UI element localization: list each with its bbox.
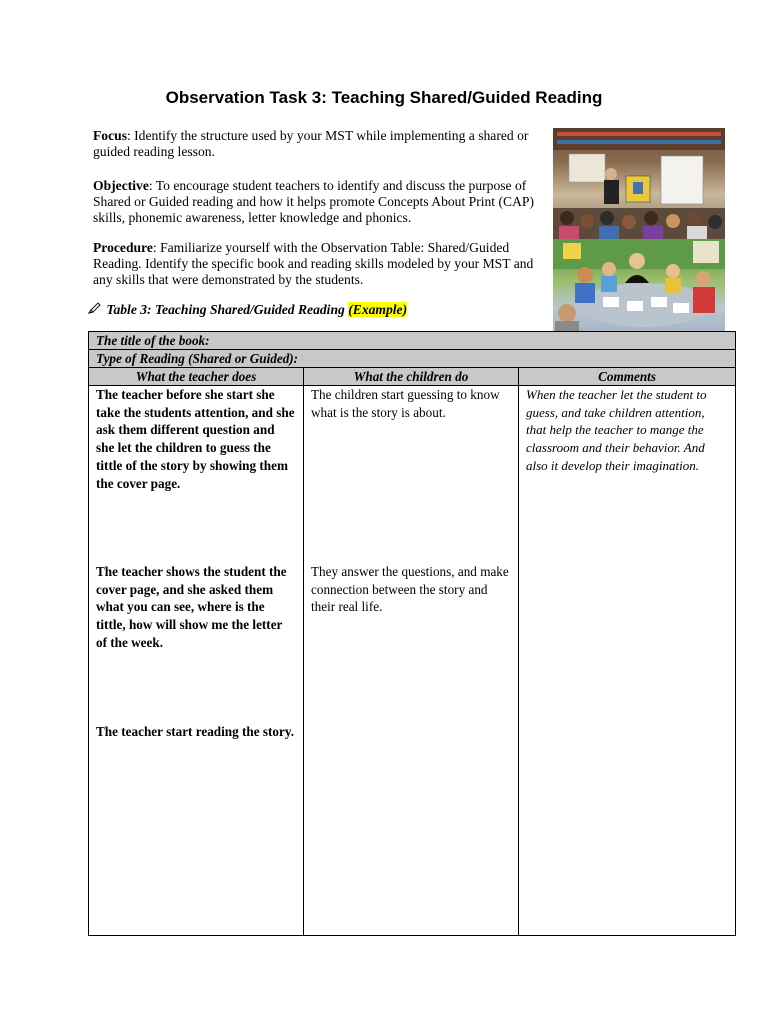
focus-label: Focus (93, 128, 127, 143)
teacher-entry: The teacher shows the student the cover page, and she asked them what you can see, where is the tittle, how will show me the letter of the week. (96, 564, 287, 650)
objective-label: Objective (93, 178, 149, 193)
caption-text: Table 3: Teaching Shared/Guided Reading (106, 302, 349, 317)
page-title: Observation Task 3: Teaching Shared/Guided Reading (165, 88, 603, 107)
children-cell (304, 386, 519, 936)
classroom-photos (553, 128, 725, 331)
reading-type-row (89, 350, 736, 368)
focus-paragraph (93, 128, 545, 160)
book-title-row (89, 332, 736, 350)
children-entry: The children start guessing to know what is the story is about. (311, 387, 500, 420)
photo-teacher-reading-to-class (553, 128, 725, 239)
photo-group-reading-table (553, 239, 725, 331)
caption-highlight: (Example) (348, 302, 408, 317)
procedure-text: : Familiarize yourself with the Observation Table: Shared/Guided Reading. Identify the specific book and reading skills modeled by your MST and any skills that were demonstrated by the students. (93, 240, 534, 287)
comments-entry: When the teacher let the student to guess, and take children attention, that help the teacher to mange the classroom and their behavior. And also it develop their imagination. (526, 387, 707, 473)
pencil-icon (88, 302, 104, 317)
procedure-paragraph (93, 240, 545, 288)
focus-text: : Identify the structure used by your MST while implementing a shared or guided reading lesson. (93, 128, 529, 159)
teacher-entry: The teacher start reading the story. (96, 724, 295, 739)
teacher-entry: The teacher before she start she take the students attention, and she ask them different question and she let the children to guess the tittle of the story by showing them the cover page. (96, 387, 295, 491)
column-header-teacher: What the teacher does (89, 368, 304, 386)
column-header-comments: Comments (519, 368, 736, 386)
observation-table (88, 331, 736, 936)
objective-paragraph (93, 178, 545, 226)
objective-text: : To encourage student teachers to identify and discuss the purpose of Shared or Guided reading and how it helps promote Concepts About Print (CAP) skills, phonemic awareness, letter knowledge and phonics. (93, 178, 534, 225)
table-caption (88, 302, 407, 318)
table-row (89, 386, 736, 936)
procedure-label: Procedure (93, 240, 153, 255)
comments-cell (519, 386, 736, 936)
reading-type-label: Type of Reading (Shared or Guided): (89, 350, 736, 368)
column-header-row (89, 368, 736, 386)
children-entry: They answer the questions, and make connection between the story and their real life. (311, 564, 509, 615)
book-title-label: The title of the book: (89, 332, 736, 350)
teacher-cell (89, 386, 304, 936)
column-header-children: What the children do (304, 368, 519, 386)
